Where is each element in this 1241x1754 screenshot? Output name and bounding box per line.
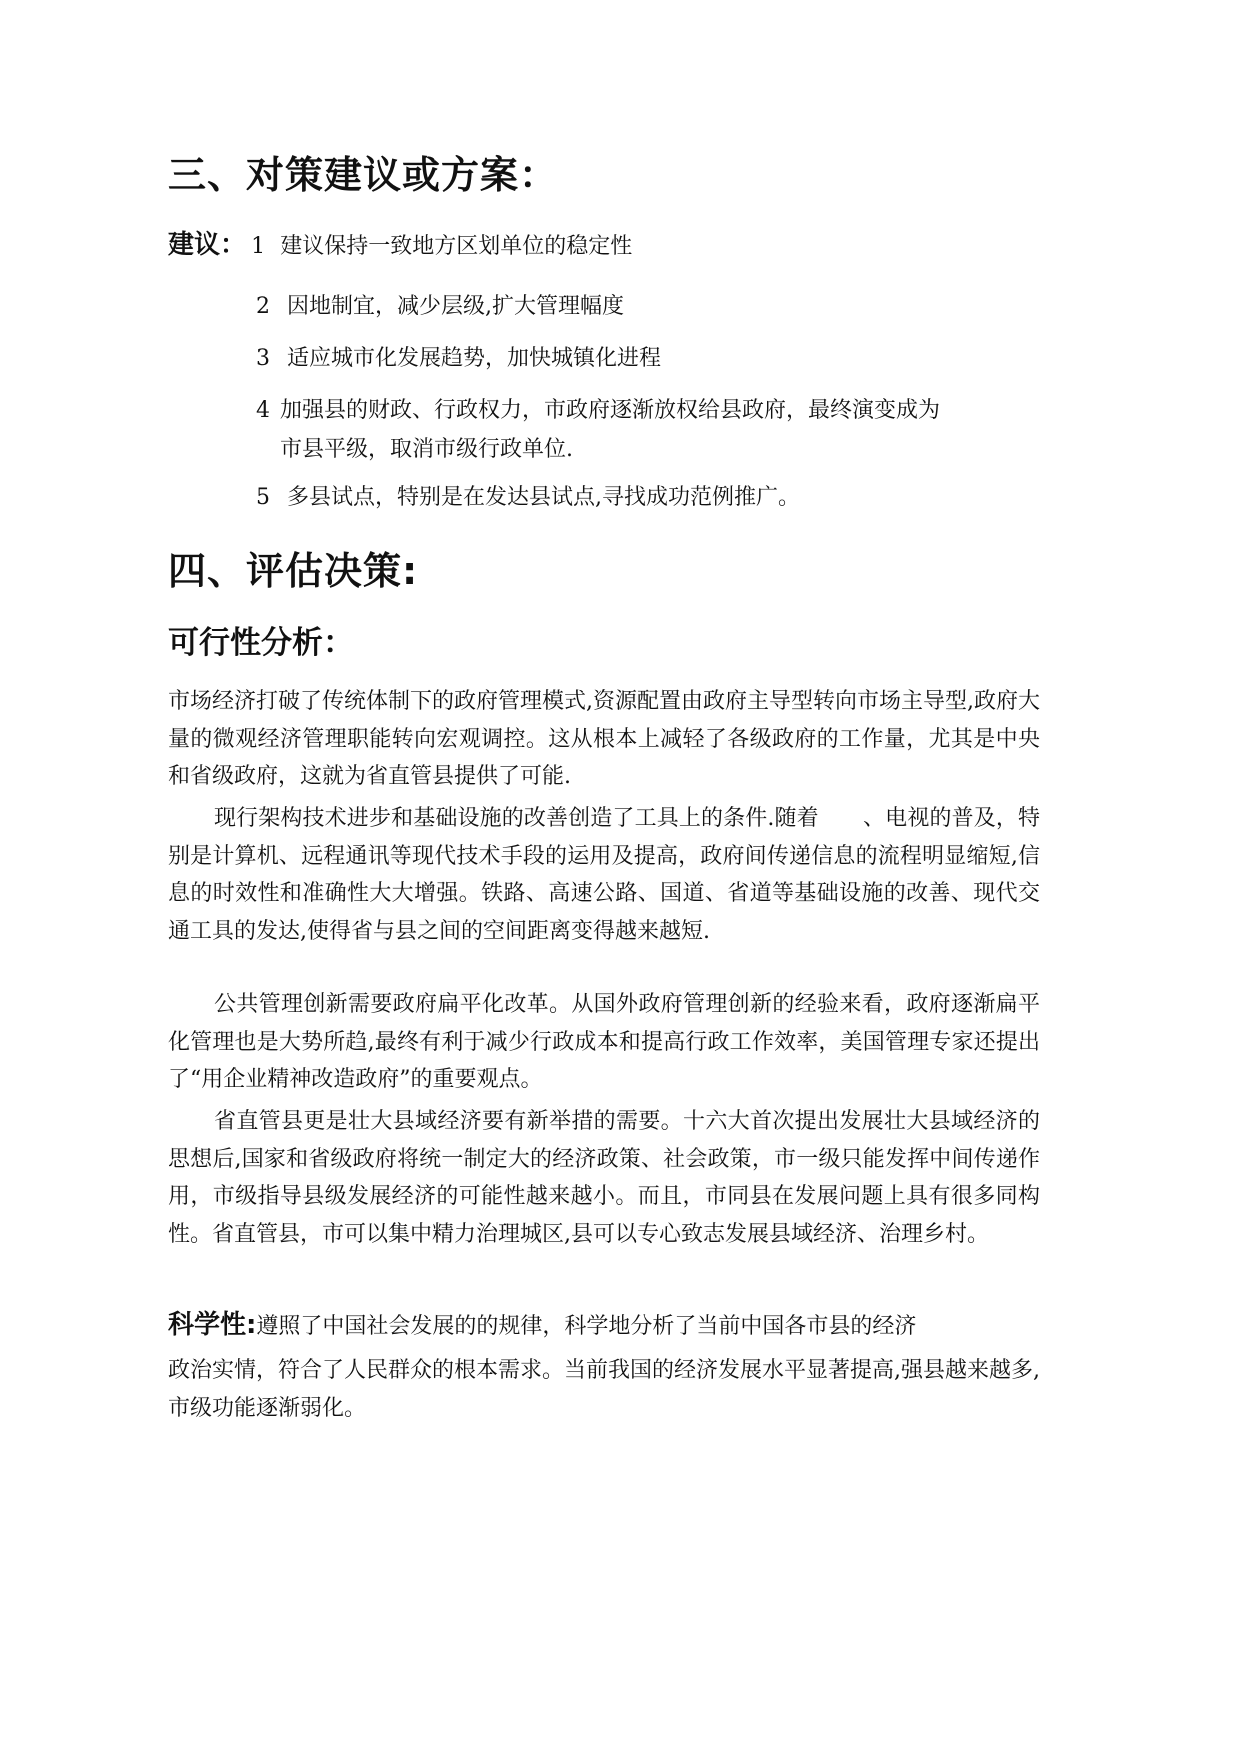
feasibility-paragraph-1: 市场经济打破了传统体制下的政府管理模式,资源配置由政府主导型转向市场主导型,政府大量的微观经济管理职能转向宏观调控。这从根本上减轻了各级政府的工作量，尤其是中央和省级政府，这就为省直管县提供了可能. xyxy=(168,689,1040,789)
suggestion-text-continuation: 市县平级，取消市级行政单位. xyxy=(280,437,573,462)
scientific-first-line xyxy=(168,1304,916,1346)
suggestion-item-2 xyxy=(256,287,624,326)
suggestion-item-4 xyxy=(256,391,940,469)
suggestion-number: 4 xyxy=(256,398,270,423)
suggestion-number: 5 xyxy=(256,485,270,510)
scientific-paragraph: 政治实情，符合了人民群众的根本需求。当前我国的经济发展水平显著提高,强县越来越多,市级功能逐渐弱化。 xyxy=(168,1358,1040,1421)
section-heading-countermeasures: 三、对策建议或方案： xyxy=(168,153,559,197)
suggestions-label: 建议： xyxy=(168,230,247,260)
suggestion-number: 3 xyxy=(256,346,270,371)
subheading-feasibility: 可行性分析： xyxy=(168,625,354,661)
section-heading-evaluation: 四、评估决策: xyxy=(168,549,419,593)
feasibility-paragraph-2: 现行架构技术进步和基础设施的改善创造了工具上的条件.随着 、电视的普及，特别是计算机、远程通讯等现代技术手段的运用及提高，政府间传递信息的流程明显缩短,信息的时效性和准确性大大增强。铁路、高速公路、国道、省道等基础设施的改善、现代交通工具的发达,使得省与县之间的空间距离变得越来越短. xyxy=(168,806,1040,944)
suggestion-text: 因地制宜，减少层级,扩大管理幅度 xyxy=(287,294,624,319)
suggestion-text: 多县试点，特别是在发达县试点,寻找成功范例推广。 xyxy=(287,485,800,510)
suggestion-text: 建议保持一致地方区划单位的稳定性 xyxy=(280,234,633,259)
suggestion-text: 适应城市化发展趋势，加快城镇化进程 xyxy=(287,346,662,371)
suggestion-item-5 xyxy=(256,478,800,517)
suggestion-number: 2 xyxy=(256,294,270,319)
suggestion-item-3 xyxy=(256,339,661,378)
feasibility-paragraph-3: 公共管理创新需要政府扁平化改革。从国外政府管理创新的经验来看，政府逐渐扁平化管理也是大势所趋,最终有利于减少行政成本和提高行政工作效率，美国管理专家还提出了“用企业精神改造政府”的重要观点。 xyxy=(168,992,1040,1092)
suggestion-text: 加强县的财政、行政权力，市政府逐渐放权给县政府，最终演变成为 xyxy=(280,398,941,423)
feasibility-paragraph-4: 省直管县更是壮大县域经济要有新举措的需要。十六大首次提出发展壮大县域经济的思想后,国家和省级政府将统一制定大的经济政策、社会政策，市一级只能发挥中间传递作用，市级指导县级发展经济的可能性越来越小。而且，市同县在发展问题上具有很多同构性。省直管县，市可以集中精力治理城区,县可以专心致志发展县域经济、治理乡村。 xyxy=(168,1109,1040,1247)
scientific-label: 科学性: xyxy=(168,1310,257,1340)
suggestion-item-1 xyxy=(168,224,632,266)
suggestion-number: 1 xyxy=(251,234,266,259)
scientific-text-line1: 遵照了中国社会发展的的规律，科学地分析了当前中国各市县的经济 xyxy=(256,1314,917,1339)
